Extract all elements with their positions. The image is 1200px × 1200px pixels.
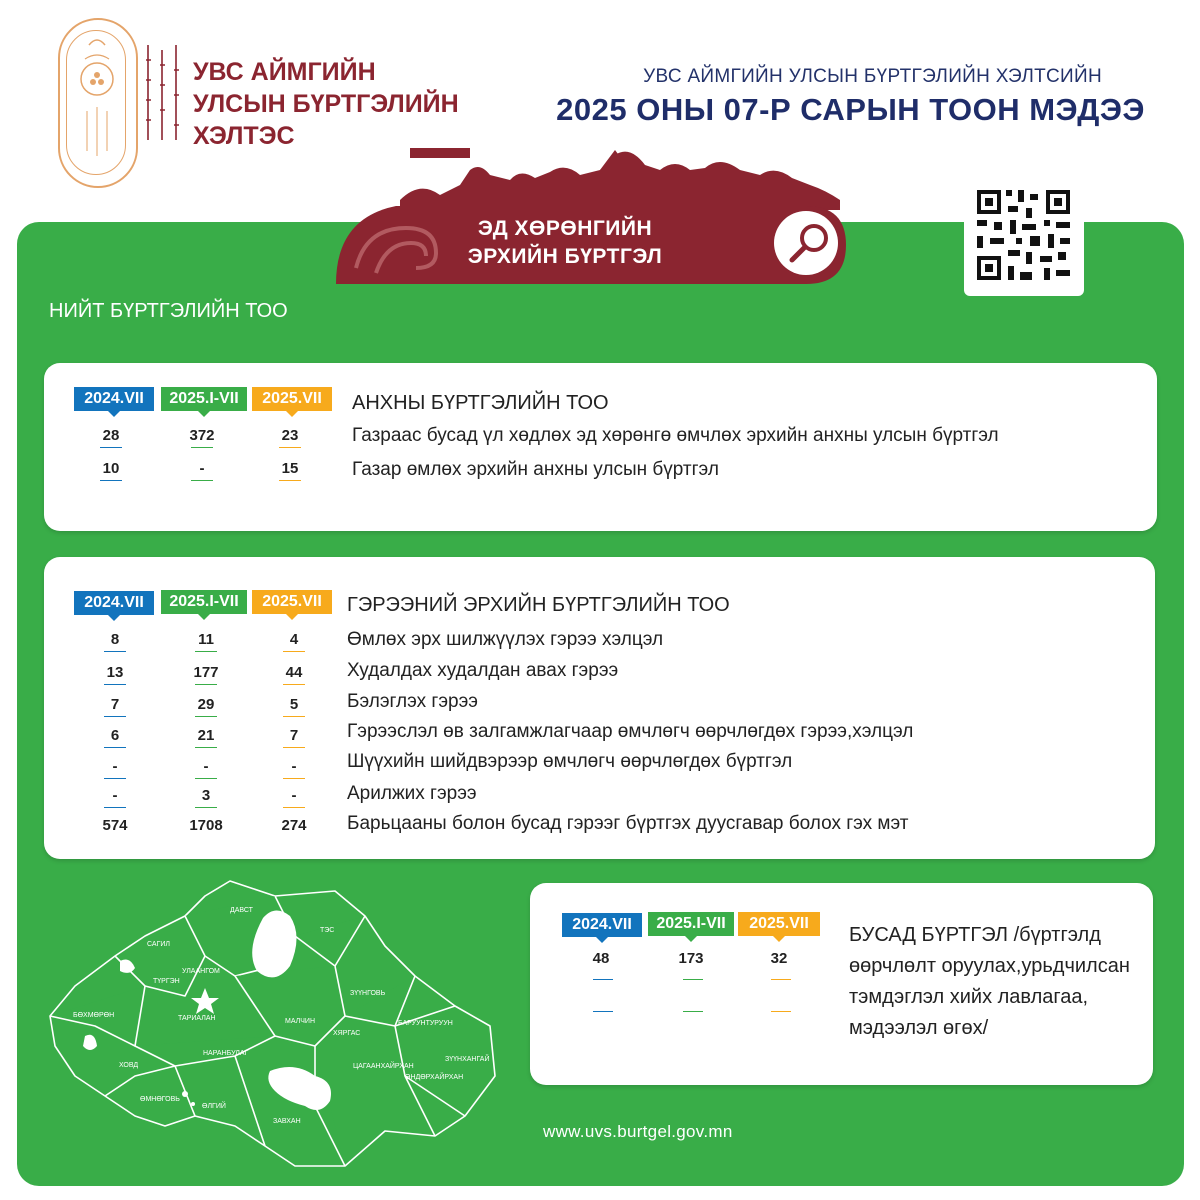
value-text: -: [112, 758, 118, 775]
period-tag-2025-vii: 2025.VII: [252, 590, 332, 614]
underline: [191, 447, 213, 448]
row-label: Барьцааны болон бусад гэрээг бүртгэх дуусгавар болох гэх мэт: [347, 813, 909, 834]
underline: [195, 684, 217, 685]
period-tag-2024-vii: 2024.VII: [74, 591, 154, 615]
value-2025-vii: [749, 950, 809, 967]
value-text: 372: [189, 427, 215, 444]
value-2024-vii: [85, 696, 145, 717]
mongolian-script-decoration: [140, 40, 186, 150]
section-title: [849, 920, 1130, 1044]
underline: [104, 651, 126, 652]
period-tag-2025-vii: 2025.VII: [738, 912, 820, 936]
period-tag-2025-i-vii: 2025.I-VII: [161, 590, 247, 614]
underline: [283, 684, 305, 685]
map-label: ТАРИАЛАН: [178, 1015, 216, 1022]
value-text: 177: [193, 664, 219, 681]
value-2025-vii: [260, 460, 320, 481]
value-2025-vii: [264, 664, 324, 685]
value-2025-i-vii: [176, 787, 236, 808]
row-label: Өмлөх эрх шилжүүлэх гэрээ хэлцэл: [347, 629, 664, 650]
period-tag-2025-i-vii: 2025.I-VII: [161, 387, 247, 411]
value-2025-vii: [264, 631, 324, 652]
map-label: ЦАГААНХАЙРХАН: [353, 1063, 414, 1070]
period-tag-2024-vii: 2024.VII: [74, 387, 154, 411]
value-2024-vii: [85, 664, 145, 685]
row-label: Газраас бусад үл хөдлөх эд хөрөнгө өмчлөх эрхийн анхны улсын бүртгэл: [352, 425, 999, 446]
map-label: ӨЛГИЙ: [202, 1103, 226, 1110]
map-label: ХОВД: [119, 1062, 139, 1069]
organization-name: [193, 56, 459, 152]
section-title-line: БУСАД БҮРТГЭЛ /бүртгэлд: [849, 924, 1101, 946]
value-text: 10: [102, 460, 120, 477]
value-text: 6: [110, 727, 120, 744]
value-2025-vii: [264, 758, 324, 779]
value-2025-i-vii: [172, 427, 232, 448]
map-label: САГИЛ: [147, 941, 170, 948]
header-subtitle: УВС АЙМГИЙН УЛСЫН БҮРТГЭЛИЙН ХЭЛТСИЙН: [643, 66, 1102, 87]
underline: [104, 778, 126, 779]
value-text: 32: [770, 950, 788, 967]
row-label: Шүүхийн шийдвэрээр өмчлөгч өөрчлөгдөх бүртгэл: [347, 751, 793, 772]
underline: [104, 684, 126, 685]
value-text: 574: [102, 817, 128, 834]
value-2025-vii: [264, 817, 324, 834]
map-label: ЗҮҮНГОВЬ: [350, 990, 386, 997]
value-text: 8: [110, 631, 120, 648]
value-2024-vii: [571, 950, 631, 967]
section-title: АНХНЫ БҮРТГЭЛИЙН ТОО: [352, 392, 609, 414]
map-label: ЗАВХАН: [273, 1118, 301, 1125]
map-label: ТҮРГЭН: [153, 978, 180, 985]
period-tag-2025-vii: 2025.VII: [252, 387, 332, 411]
value-text: 3: [201, 787, 211, 804]
row-label: Худалдах худалдан авах гэрээ: [347, 660, 619, 681]
value-2025-i-vii: [176, 631, 236, 652]
map-label: БАРУУНТУРУУН: [398, 1020, 453, 1027]
section-title-line: өөрчлөлт оруулах,урьдчилсан: [849, 955, 1130, 977]
value-2025-i-vii: [176, 664, 236, 685]
underline: [104, 807, 126, 808]
value-2024-vii: [85, 631, 145, 652]
map-label: ДАВСТ: [230, 907, 253, 914]
underline: [195, 747, 217, 748]
underline: [771, 1011, 791, 1012]
underline: [283, 716, 305, 717]
underline: [283, 807, 305, 808]
value-text: -: [199, 460, 205, 477]
value-2025-vii: [260, 427, 320, 448]
value-text: 21: [197, 727, 215, 744]
value-2025-i-vii: [661, 950, 721, 967]
value-2025-i-vii: [172, 460, 232, 481]
underline: [195, 651, 217, 652]
value-2024-vii: [85, 758, 145, 779]
value-2024-vii: [85, 727, 145, 748]
map-label: НАРАНБУЛАГ: [203, 1050, 249, 1057]
underline: [279, 480, 301, 481]
value-text: 44: [285, 664, 303, 681]
value-text: -: [291, 758, 297, 775]
value-text: 13: [106, 664, 124, 681]
section-title-line: тэмдэглэл хийх лавлагаа,: [849, 986, 1089, 1008]
banner-title-line-1: ЭД ХӨРӨНГИЙН: [477, 217, 653, 240]
value-text: -: [203, 758, 209, 775]
value-text: 15: [281, 460, 299, 477]
section-title: ГЭРЭЭНИЙ ЭРХИЙН БҮРТГЭЛИЙН ТОО: [347, 594, 730, 616]
value-2024-vii: [81, 460, 141, 481]
value-2025-vii: [264, 787, 324, 808]
org-name-line-2: УЛСЫН БҮРТГЭЛИЙН: [193, 90, 459, 118]
value-text: 23: [281, 427, 299, 444]
underline: [771, 979, 791, 980]
underline: [593, 1011, 613, 1012]
map-label: ӨНДӨРХАЙРХАН: [405, 1074, 464, 1081]
map-label: ЗҮҮНХАНГАЙ: [445, 1056, 490, 1063]
underline: [283, 778, 305, 779]
map-label: УЛААНГОМ: [182, 968, 220, 975]
value-text: 29: [197, 696, 215, 713]
value-2025-vii: [264, 727, 324, 748]
value-text: 7: [289, 727, 299, 744]
map-label: ХЯРГАС: [333, 1030, 361, 1037]
value-text: 11: [198, 631, 214, 648]
value-text: 274: [281, 817, 307, 834]
initial-registration-card: [44, 363, 1157, 531]
map-label: БӨХМӨРӨН: [73, 1012, 115, 1019]
banner-title: [440, 215, 690, 271]
underline: [593, 979, 613, 980]
value-2025-i-vii: [176, 696, 236, 717]
value-text: 48: [592, 950, 610, 967]
underline: [283, 651, 305, 652]
value-text: 28: [102, 427, 120, 444]
value-text: 173: [678, 950, 704, 967]
value-text: 1708: [189, 817, 223, 834]
emblem-ornament-icon: [67, 31, 127, 176]
value-text: 7: [110, 696, 120, 713]
value-2024-vii: [85, 787, 145, 808]
underline: [104, 716, 126, 717]
section-title-line: мэдээлэл өгөх/: [849, 1017, 989, 1039]
value-2025-vii: [264, 696, 324, 717]
value-2024-vii: [85, 817, 145, 834]
row-label: Бэлэглэх гэрээ: [347, 691, 478, 712]
emblem-logo-inner: [66, 30, 126, 175]
value-2024-vii: [81, 427, 141, 448]
underline: [195, 778, 217, 779]
underline: [100, 447, 122, 448]
underline: [191, 480, 213, 481]
contract-registration-card: [44, 557, 1155, 859]
underline: [104, 747, 126, 748]
row-label: Газар өмлөх эрхийн анхны улсын бүртгэл: [352, 459, 719, 480]
value-text: -: [112, 787, 118, 804]
total-registrations-label: НИЙТ БҮРТГЭЛИЙН ТОО: [49, 300, 288, 322]
underline: [195, 807, 217, 808]
qr-code-icon: [964, 180, 1084, 296]
period-tag-2024-vii: 2024.VII: [562, 913, 642, 937]
map-label: МАЛЧИН: [285, 1018, 315, 1025]
underline: [279, 447, 301, 448]
value-2025-i-vii: [176, 817, 236, 834]
banner-title-line-2: ЭРХИЙН БҮРТГЭЛ: [467, 245, 663, 268]
map-label: ТЭС: [320, 927, 335, 934]
other-registration-card: [530, 883, 1153, 1085]
value-text: -: [291, 787, 297, 804]
underline: [683, 979, 703, 980]
underline: [195, 716, 217, 717]
underline: [283, 747, 305, 748]
row-label: Гэрээслэл өв залгамжлагчаар өмчлөгч өөрчлөгдөх гэрээ,хэлцэл: [347, 721, 914, 742]
value-text: 4: [289, 631, 299, 648]
search-icon: [786, 218, 836, 268]
row-label: Арилжих гэрээ: [347, 783, 477, 804]
website-link[interactable]: www.uvs.burtgel.gov.mn: [543, 1122, 733, 1141]
value-text: 5: [289, 696, 299, 713]
qr-code[interactable]: [964, 180, 1084, 296]
value-2025-i-vii: [176, 727, 236, 748]
org-name-line-1: УВС АЙМГИЙН: [193, 58, 376, 86]
org-name-line-3: ХЭЛТЭС: [193, 122, 295, 150]
underline: [683, 1011, 703, 1012]
page-title: 2025 ОНЫ 07-Р САРЫН ТООН МЭДЭЭ: [556, 92, 1145, 127]
map-label: ӨМНӨГОВЬ: [140, 1096, 180, 1103]
underline: [100, 480, 122, 481]
value-2025-i-vii: [176, 758, 236, 779]
period-tag-2025-i-vii: 2025.I-VII: [648, 912, 734, 936]
